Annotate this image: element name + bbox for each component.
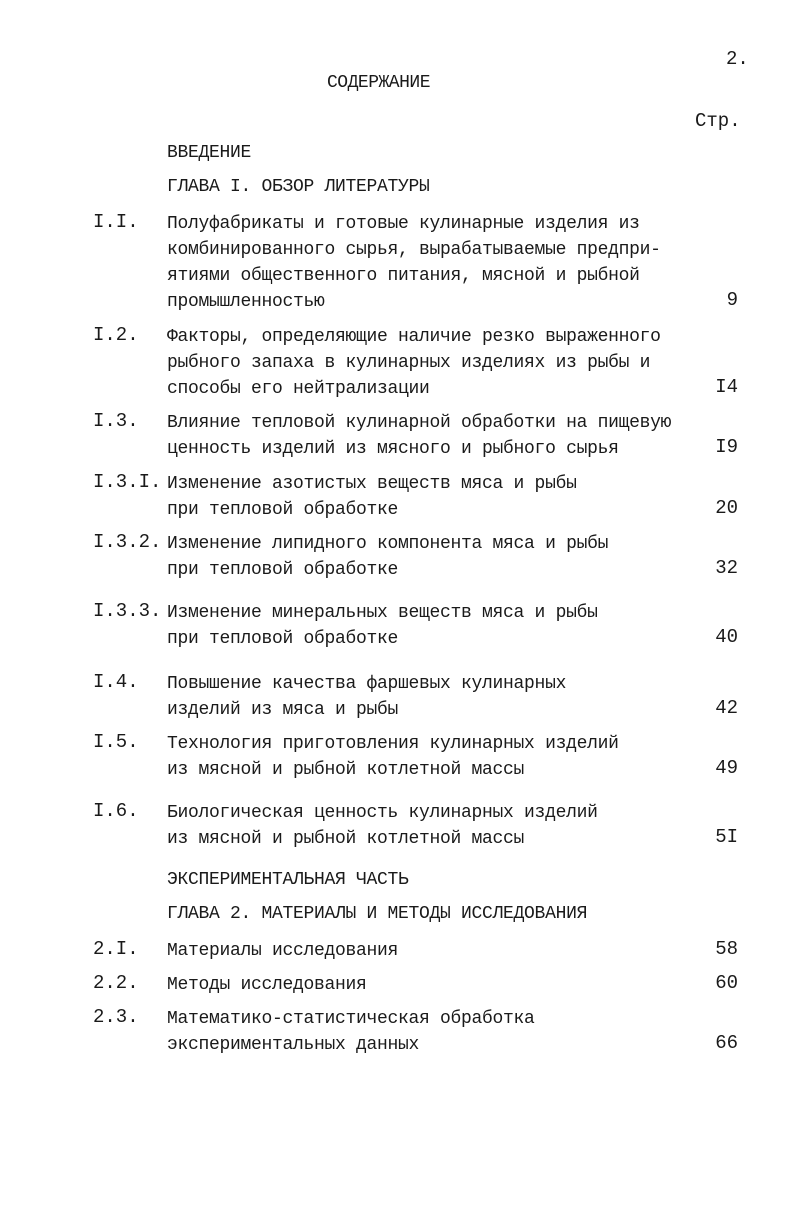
entry-page: 20 [715, 497, 738, 519]
page-column-header: Стр. [695, 110, 741, 132]
entry-title-line: Технология приготовления кулинарных изделий [167, 734, 619, 754]
entry-title [167, 600, 682, 652]
entry-page: I4 [715, 376, 738, 398]
entry-title-line: Факторы, определяющие наличие резко выраженного [167, 327, 661, 347]
toc-title: СОДЕРЖАНИЕ [327, 73, 431, 93]
entry-page: I9 [715, 436, 738, 458]
entry-title-line: при тепловой обработке [167, 500, 399, 520]
entry-title-line: Влияние тепловой кулинарной обработки на пищевую [167, 413, 672, 433]
entry-number: I.3.3. [93, 600, 162, 622]
entry-title [167, 938, 682, 964]
entry-title-line: Материалы исследования [167, 941, 399, 961]
page-number: 2. [726, 48, 749, 70]
entry-page: 9 [726, 289, 738, 311]
entry-title-line: при тепловой обработке [167, 560, 399, 580]
entry-page: 5I [715, 826, 738, 848]
entry-title [167, 972, 682, 998]
entry-title-line: способы его нейтрализации [167, 379, 430, 399]
entry-number: I.5. [93, 731, 139, 753]
entry-number: 2.I. [93, 938, 139, 960]
entry-title-line: Изменение липидного компонента мяса и рыбы [167, 534, 609, 554]
entry-title [167, 410, 682, 462]
entry-title-line: Методы исследования [167, 975, 367, 995]
entry-title-line: Изменение минеральных веществ мяса и рыбы [167, 603, 598, 623]
entry-title-line: из мясной и рыбной котлетной массы [167, 829, 525, 849]
entry-title-line: рыбного запаха в кулинарных изделиях из рыбы и [167, 353, 651, 373]
entry-title [167, 531, 682, 583]
entry-number: 2.2. [93, 972, 139, 994]
entry-title-line: Биологическая ценность кулинарных изделий [167, 803, 598, 823]
entry-page: 40 [715, 626, 738, 648]
entry-title [167, 1006, 682, 1058]
entry-title [167, 211, 682, 315]
entry-title-line: комбинированного сырья, вырабатываемые предпри- [167, 240, 661, 260]
entry-number: I.I. [93, 211, 139, 233]
entry-title-line: Математико-статистическая обработка [167, 1009, 535, 1029]
entry-title-line: из мясной и рыбной котлетной массы [167, 760, 525, 780]
entry-number: I.3. [93, 410, 139, 432]
entry-title [167, 671, 682, 723]
entry-title-line: Повышение качества фаршевых кулинарных [167, 674, 567, 694]
entry-number: I.2. [93, 324, 139, 346]
entry-title-line: изделий из мяса и рыбы [167, 700, 399, 720]
entry-title [167, 800, 682, 852]
entry-number: 2.3. [93, 1006, 139, 1028]
entry-title-line: ятиями общественного питания, мясной и рыбной [167, 266, 640, 286]
entry-title [167, 471, 682, 523]
entry-number: I.6. [93, 800, 139, 822]
entry-title-line: при тепловой обработке [167, 629, 399, 649]
entry-title-line: Изменение азотистых веществ мяса и рыбы [167, 474, 577, 494]
entry-title-line: экспериментальных данных [167, 1035, 420, 1055]
entry-page: 32 [715, 557, 738, 579]
experimental-heading: ЭКСПЕРИМЕНТАЛЬНАЯ ЧАСТЬ [167, 870, 409, 890]
entry-title [167, 324, 682, 402]
entry-title-line: Полуфабрикаты и готовые кулинарные изделия из [167, 214, 640, 234]
entry-title-line: промышленностью [167, 292, 325, 312]
entry-page: 42 [715, 697, 738, 719]
entry-page: 60 [715, 972, 738, 994]
entry-page: 49 [715, 757, 738, 779]
entry-title [167, 731, 682, 783]
entry-page: 58 [715, 938, 738, 960]
entry-number: I.4. [93, 671, 139, 693]
chapter1-heading: ГЛАВА I. ОБЗОР ЛИТЕРАТУРЫ [167, 177, 430, 197]
entry-page: 66 [715, 1032, 738, 1054]
chapter2-heading: ГЛАВА 2. МАТЕРИАЛЫ И МЕТОДЫ ИССЛЕДОВАНИЯ [167, 904, 588, 924]
entry-number: I.3.I. [93, 471, 162, 493]
entry-title-line: ценность изделий из мясного и рыбного сырья [167, 439, 619, 459]
entry-number: I.3.2. [93, 531, 162, 553]
intro-heading: ВВЕДЕНИЕ [167, 143, 252, 163]
